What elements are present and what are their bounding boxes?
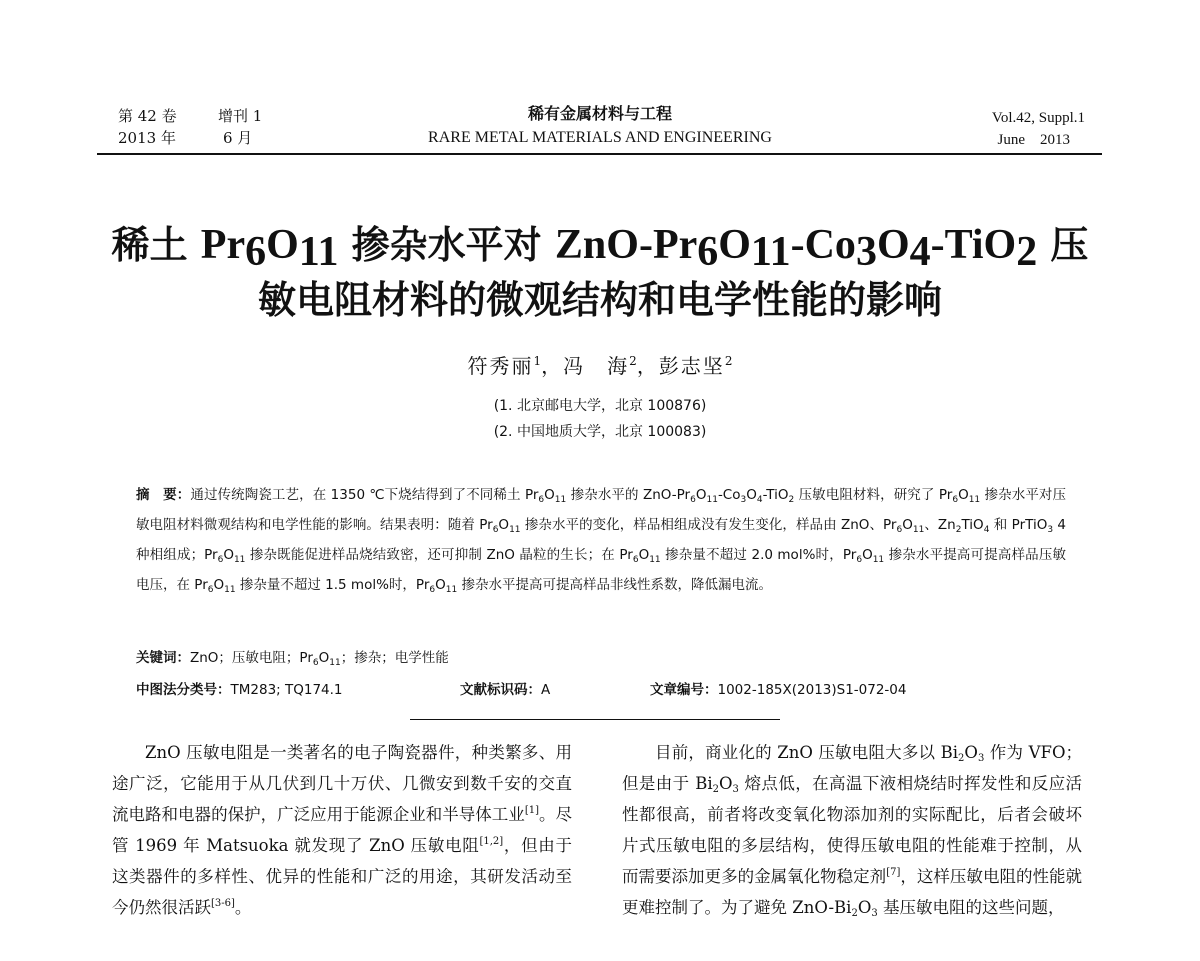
classification bbox=[136, 678, 1066, 702]
paper-title-line2: 敏电阻材料的微观结构和电学性能的影响 bbox=[257, 278, 942, 322]
article-number: 文章编号：1002-185X(2013)S1-072-04 bbox=[650, 682, 907, 698]
author-1: 符秀丽 bbox=[467, 354, 534, 378]
header-volume: 第 42 卷 bbox=[118, 107, 177, 125]
paragraph: ZnO 压敏电阻是一类著名的电子陶瓷器件，种类繁多、用途广泛，它能用于从几伏到几十万伏、几微安到数千安的交直流电路和电器的保护，广泛应用于能源企业和半导体工业[1]。尽管 1969 年 Matsuoka 就发现了 ZnO 压敏电阻[1,2]，但由于这类器件的多样性、优异的性能和广泛的用途，其研发活动至今仍然很活跃[3-6]。 bbox=[112, 743, 573, 917]
citation: [1,2] bbox=[479, 836, 504, 847]
keywords: 关键词：ZnO；压敏电阻；$Pr_6O_{11}$；掺杂；电学性能 bbox=[136, 650, 449, 668]
clc-number: 中图法分类号：TM283; TQ174.1 bbox=[136, 682, 343, 698]
header-date-en: June 2013 bbox=[997, 132, 1070, 148]
author-2: 冯 海 bbox=[563, 354, 630, 378]
citation: [1] bbox=[524, 805, 539, 816]
document-code: 文献标识码：A bbox=[460, 682, 551, 698]
authors: 符秀丽$^1$，冯 海$^2$，彭志坚$^2$ bbox=[467, 354, 733, 378]
header-month: 6 月 bbox=[223, 129, 253, 147]
abstract-label: 摘 要： bbox=[136, 487, 191, 503]
affiliation-2: (2. 中国地质大学，北京 100083) bbox=[493, 424, 707, 440]
keywords-label: 关键词： bbox=[136, 650, 190, 666]
affiliation-1: (1. 北京邮电大学，北京 100876) bbox=[493, 398, 707, 414]
abstract: 摘 要：通过传统陶瓷工艺，在 1350 ℃下烧结得到了不同稀土 $Pr_6O_{11}$ 掺杂水平的 ZnO-$Pr_6O_{11}-Co_3O_4-TiO_2$ 压敏电阻材料，研究了 $Pr_6O_{11}$ 掺杂水平对压敏电阻材料微观结构和电学性能的影响。结果表明：随着 $Pr_6O_{11}$ 掺杂水平的变化，样品相组成没有发生变化，样品由 ZnO、$Pr_6O_{11}$、$Zn_2TiO_4$ 和 PrTiO$_3$ 4 种相组成；$Pr_6O_{11}$ 掺杂既能促进样品烧结致密，还可抑制 ZnO 晶粒的生长；在 $Pr_6O_{11}$ 掺杂量不超过 2.0 mol%时，$Pr_6O_{11}$ 掺杂水平提高可提高样品压敏电压，在 $Pr_6O_{11}$ 掺杂量不超过 1.5 mol%时，$Pr_6O_{11}$ 掺杂水平提高可提高样品非线性系数，降低漏电流。 bbox=[136, 487, 1067, 595]
journal-title-cn: 稀有金属材料与工程 bbox=[527, 104, 672, 123]
author-3: 彭志坚 bbox=[658, 354, 725, 378]
journal-title-en: RARE METAL MATERIALS AND ENGINEERING bbox=[428, 129, 772, 146]
header-year: 2013 年 bbox=[118, 129, 176, 147]
header-rule bbox=[97, 153, 1102, 155]
body-column-left bbox=[112, 737, 572, 923]
section-divider bbox=[410, 719, 780, 720]
header-volume-en: Vol.42, Suppl.1 bbox=[991, 110, 1085, 126]
paper-title-line1: 稀土 $Pr_6O_{11}$ 掺杂水平对 ZnO-$Pr_6O_{11}-Co_3O_4-TiO_2$ 压 bbox=[111, 222, 1089, 275]
paragraph: 目前，商业化的 ZnO 压敏电阻大多以 $Bi_2O_3$ 作为 VFO；但是由于 $Bi_2O_3$ 熔点低，在高温下液相烧结时挥发性和反应活性都很高，前者将改变氧化物添加剂的实际配比，后者会破坏片式压敏电阻的多层结构，使得压敏电阻的性能难于控制，从而需要添加更多的金属氧化物稳定剂[7]，这样压敏电阻的性能就更难控制了。为了避免 ZnO-$Bi_2O_3$ 基压敏电阻的这些问题， bbox=[622, 743, 1083, 919]
citation: [3-6] bbox=[211, 898, 235, 909]
citation: [7] bbox=[886, 867, 901, 878]
body-column-right bbox=[622, 737, 1082, 923]
header-supplement: 增刊 1 bbox=[218, 107, 263, 125]
